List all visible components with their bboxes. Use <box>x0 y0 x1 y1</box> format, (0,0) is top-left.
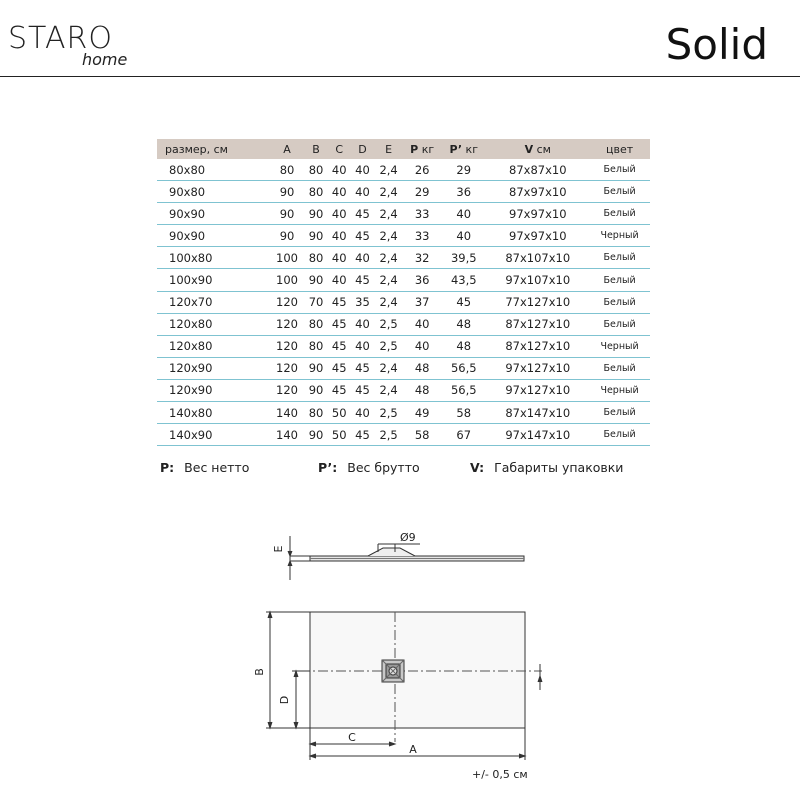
cell-color: Белый <box>589 402 650 424</box>
table-cell: 90x90 <box>157 225 270 247</box>
table-cell: 87x107x10 <box>486 247 589 269</box>
cell-color: Черный <box>589 225 650 247</box>
table-cell: 32 <box>403 247 441 269</box>
table-cell: 97x127x10 <box>486 379 589 401</box>
table-cell: 97x97x10 <box>486 225 589 247</box>
table-cell: 40 <box>328 181 351 203</box>
table-cell: 40 <box>441 203 486 225</box>
legend-key: V: <box>470 460 485 475</box>
table-cell: 2,4 <box>374 291 403 313</box>
table-cell: 48 <box>441 313 486 335</box>
label-b: B <box>253 668 266 676</box>
table-cell: 40 <box>328 269 351 291</box>
table-cell: 36 <box>403 269 441 291</box>
label-c: C <box>348 731 356 744</box>
table-cell: 2,5 <box>374 335 403 357</box>
cell-color: Черный <box>589 379 650 401</box>
table-cell: 45 <box>351 225 374 247</box>
table-cell: 2,5 <box>374 424 403 446</box>
table-cell: 87x127x10 <box>486 313 589 335</box>
table-cell: 87x87x10 <box>486 159 589 181</box>
table-cell: 90x90 <box>157 203 270 225</box>
table-cell: 120 <box>270 379 305 401</box>
table-cell: 45 <box>328 335 351 357</box>
table-cell: 33 <box>403 203 441 225</box>
table-cell: 120x70 <box>157 291 270 313</box>
table-cell: 80x80 <box>157 159 270 181</box>
cell-color: Белый <box>589 357 650 379</box>
table-cell: 2,5 <box>374 313 403 335</box>
table-cell: 36 <box>441 181 486 203</box>
table-cell: 35 <box>351 291 374 313</box>
table-cell: 90 <box>304 203 327 225</box>
table-cell: 87x127x10 <box>486 335 589 357</box>
table-cell: 58 <box>403 424 441 446</box>
table-cell: 90 <box>304 379 327 401</box>
table-cell: 45 <box>328 313 351 335</box>
table-cell: 97x147x10 <box>486 424 589 446</box>
table-cell: 45 <box>328 357 351 379</box>
table-cell: 40 <box>328 159 351 181</box>
cell-color: Белый <box>589 159 650 181</box>
table-cell: 120x90 <box>157 357 270 379</box>
cell-color: Белый <box>589 313 650 335</box>
table-cell: 29 <box>403 181 441 203</box>
table-cell: 37 <box>403 291 441 313</box>
table-cell: 100x90 <box>157 269 270 291</box>
column-header-symbol: P’ <box>449 142 463 156</box>
table-cell: 48 <box>441 335 486 357</box>
table-cell: 45 <box>351 269 374 291</box>
table-cell: 40 <box>351 402 374 424</box>
table-cell: 40 <box>351 247 374 269</box>
cell-color: Белый <box>589 247 650 269</box>
table-cell: 48 <box>403 379 441 401</box>
legend-text: Вес брутто <box>347 460 420 475</box>
table-cell: 120 <box>270 313 305 335</box>
table-cell: 45 <box>351 424 374 446</box>
table-cell: 40 <box>351 181 374 203</box>
legend-text: Вес нетто <box>184 460 250 475</box>
cell-color: Белый <box>589 203 650 225</box>
table-cell: 26 <box>403 159 441 181</box>
table-cell: 87x147x10 <box>486 402 589 424</box>
brand-logo: STARO <box>8 21 114 56</box>
table-cell: 80 <box>304 181 327 203</box>
table-cell: 56,5 <box>441 379 486 401</box>
column-header: A <box>270 139 305 159</box>
brand-logo-sub: home <box>82 50 128 69</box>
label-e: E <box>272 545 285 553</box>
table-cell: 45 <box>351 203 374 225</box>
label-diameter: Ø9 <box>400 531 416 544</box>
table-cell: 40 <box>328 225 351 247</box>
table-cell: 100 <box>270 269 305 291</box>
column-header: размер, см <box>157 139 270 159</box>
tolerance-note: +/- 0,5 см <box>472 768 528 781</box>
column-header: цвет <box>589 139 650 159</box>
table-cell: 90 <box>304 424 327 446</box>
column-header-symbol: P <box>410 142 419 156</box>
table-cell: 80 <box>304 247 327 269</box>
cell-color: Белый <box>589 181 650 203</box>
table-cell: 70 <box>304 291 327 313</box>
table-cell: 45 <box>328 291 351 313</box>
cell-color: Белый <box>589 291 650 313</box>
table-cell: 97x107x10 <box>486 269 589 291</box>
table-cell: 2,4 <box>374 269 403 291</box>
table-cell: 80 <box>304 159 327 181</box>
table-cell: 48 <box>403 357 441 379</box>
table-cell: 80 <box>304 335 327 357</box>
table-cell: 50 <box>328 402 351 424</box>
cell-color: Белый <box>589 269 650 291</box>
table-cell: 2,4 <box>374 247 403 269</box>
table-cell: 100 <box>270 247 305 269</box>
table-cell: 40 <box>328 247 351 269</box>
cell-color: Белый <box>589 424 650 446</box>
table-cell: 2,4 <box>374 379 403 401</box>
table-cell: 120 <box>270 291 305 313</box>
column-header: E <box>374 139 403 159</box>
legend-key: P: <box>160 460 175 475</box>
table-cell: 120x80 <box>157 335 270 357</box>
table-cell: 2,4 <box>374 181 403 203</box>
page-title: Solid <box>665 20 768 69</box>
table-cell: 100x80 <box>157 247 270 269</box>
table-cell: 140 <box>270 424 305 446</box>
column-header-unit: кг <box>462 142 478 156</box>
table-cell: 2,4 <box>374 357 403 379</box>
table-cell: 40 <box>351 313 374 335</box>
table-cell: 120 <box>270 357 305 379</box>
table-cell: 40 <box>351 335 374 357</box>
table-cell: 120x90 <box>157 379 270 401</box>
legend-text: Габариты упаковки <box>494 460 624 475</box>
table-cell: 90 <box>304 269 327 291</box>
table-cell: 56,5 <box>441 357 486 379</box>
table-cell: 140x90 <box>157 424 270 446</box>
table-cell: 45 <box>328 379 351 401</box>
table-cell: 39,5 <box>441 247 486 269</box>
table-cell: 2,4 <box>374 159 403 181</box>
label-a: A <box>409 743 417 756</box>
table-cell: 87x97x10 <box>486 181 589 203</box>
table-cell: 58 <box>441 402 486 424</box>
table-cell: 2,4 <box>374 225 403 247</box>
plan-view <box>266 612 542 760</box>
table-cell: 40 <box>403 313 441 335</box>
table-cell: 45 <box>351 379 374 401</box>
table-cell: 67 <box>441 424 486 446</box>
legend-key: P’: <box>318 460 338 475</box>
table-cell: 80 <box>270 159 305 181</box>
table-cell: 2,5 <box>374 402 403 424</box>
column-header-unit: кг <box>418 142 435 156</box>
table-cell: 90 <box>304 225 327 247</box>
table-cell: 90 <box>304 357 327 379</box>
table-cell: 2,4 <box>374 203 403 225</box>
table-cell: 45 <box>441 291 486 313</box>
table-cell: 29 <box>441 159 486 181</box>
table-cell: 90x80 <box>157 181 270 203</box>
table-cell: 40 <box>403 335 441 357</box>
table-cell: 50 <box>328 424 351 446</box>
column-header: C <box>328 139 351 159</box>
table-cell: 80 <box>304 402 327 424</box>
label-d: D <box>278 695 291 705</box>
table-cell: 45 <box>351 357 374 379</box>
table-cell: 33 <box>403 225 441 247</box>
table-cell: 90 <box>270 225 305 247</box>
table-cell: 80 <box>304 313 327 335</box>
table-cell: 140 <box>270 402 305 424</box>
table-cell: 49 <box>403 402 441 424</box>
table-cell: 120 <box>270 335 305 357</box>
column-header: B <box>304 139 327 159</box>
table-cell: 120x80 <box>157 313 270 335</box>
table-cell: 77x127x10 <box>486 291 589 313</box>
cell-color: Черный <box>589 335 650 357</box>
column-header: D <box>351 139 374 159</box>
table-cell: 90 <box>270 181 305 203</box>
table-cell: 40 <box>328 203 351 225</box>
table-cell: 40 <box>441 225 486 247</box>
table-cell: 140x80 <box>157 402 270 424</box>
table-cell: 97x127x10 <box>486 357 589 379</box>
table-cell: 90 <box>270 203 305 225</box>
table-cell: 43,5 <box>441 269 486 291</box>
column-header-unit: см <box>533 142 551 156</box>
column-header-symbol: V <box>524 142 534 156</box>
table-cell: 40 <box>351 159 374 181</box>
table-cell: 97x97x10 <box>486 203 589 225</box>
